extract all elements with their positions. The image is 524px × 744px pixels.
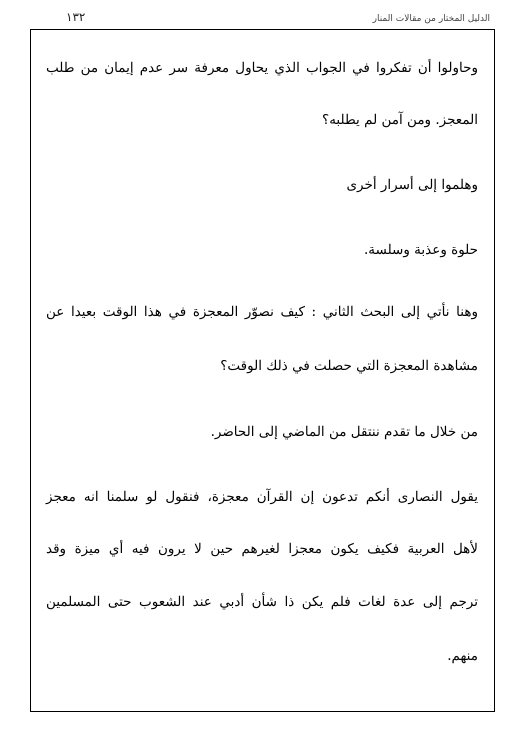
running-title: الدليل المختار من مقالات المنار bbox=[372, 14, 490, 24]
text-line: وحاولوا أن تفكروا في الجواب الذي يحاول معرفة سر عدم إيمان من طلب bbox=[46, 60, 478, 76]
text-line: المعجز. ومن آمن لم يطلبه؟ bbox=[322, 112, 478, 128]
text-line: ترجم إلى عدة لغات فلم يكن ذا شأن أدبي عند الشعوب حتى المسلمين bbox=[46, 594, 478, 610]
text-line: وهنا نأتي إلى البحث الثاني : كيف نصوّر المعجزة في هذا الوقت بعيدا عن bbox=[46, 304, 478, 320]
page-header bbox=[66, 10, 490, 28]
text-line: منهم. bbox=[447, 648, 478, 664]
text-line: حلوة وعذبة وسلسة. bbox=[364, 242, 478, 258]
text-line: يقول النصارى أنكم تدعون إن القرآن معجزة، فنقول لو سلمنا انه معجز bbox=[46, 489, 478, 505]
page-number: ١٣٢ bbox=[66, 10, 86, 24]
text-line: من خلال ما تقدم ننتقل من الماضي إلى الحاضر. bbox=[210, 424, 478, 440]
text-line: لأهل العربية فكيف يكون معجزا لغيرهم حين لا يرون فيه أي ميزة وقد bbox=[46, 541, 478, 557]
text-line: وهلموا إلى أسرار أخرى bbox=[346, 177, 478, 193]
text-line: مشاهدة المعجزة التي حصلت في ذلك الوقت؟ bbox=[220, 358, 478, 374]
